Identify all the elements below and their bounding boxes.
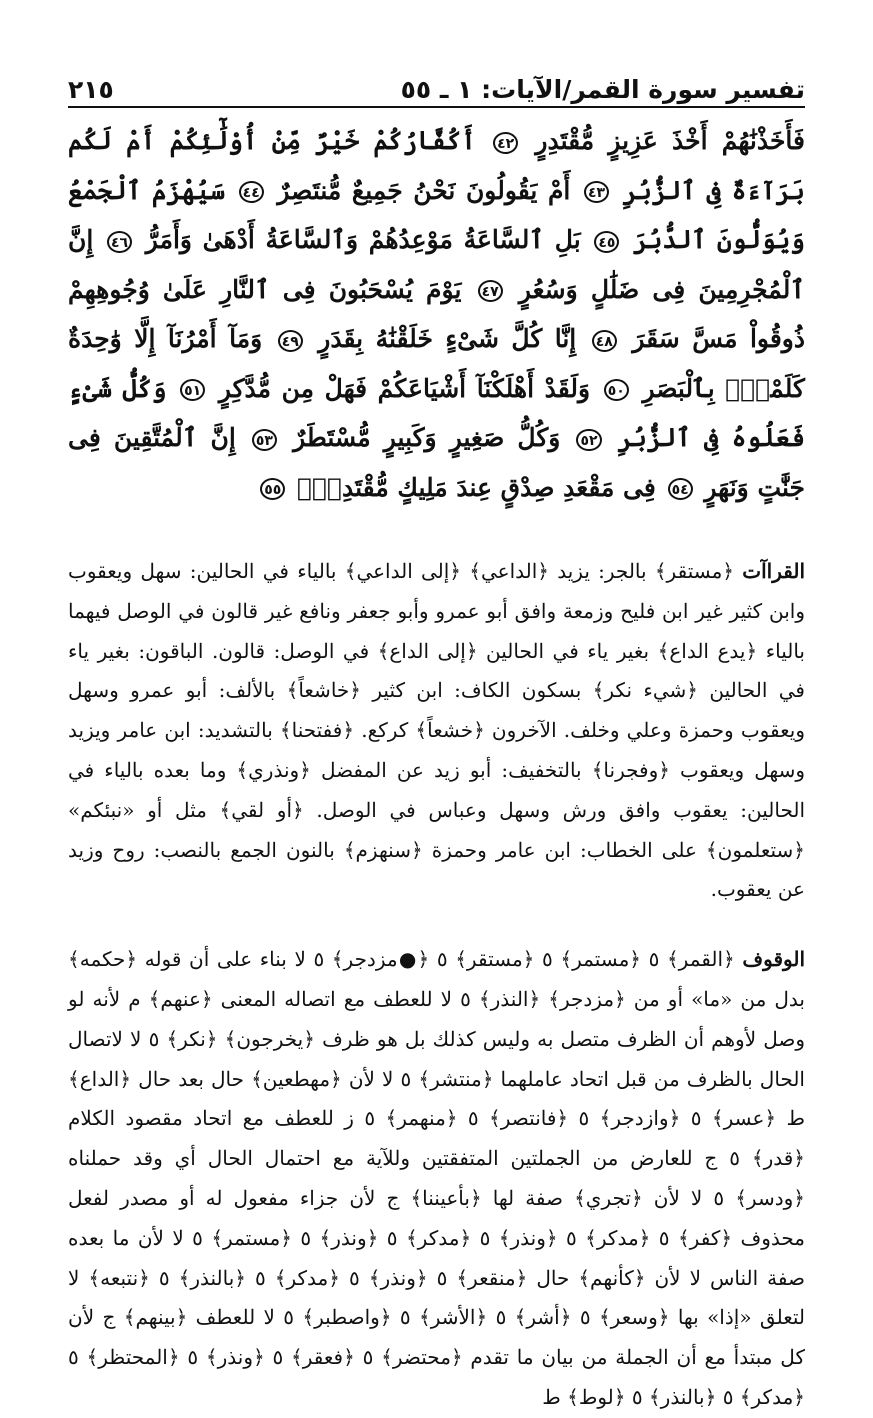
wuquf-section [68, 940, 805, 1418]
ayah-number-marker: ٥١ [180, 379, 205, 401]
qiraat-heading: القراآت [742, 559, 805, 583]
ayah-number-marker: ٤٤ [239, 181, 264, 203]
verse-text: أَكُفَّارُكُمْ خَيْرٌ مِّنْ أُوْلَٰٓئِكُمْ أَمْ لَكُم بَرَآءَةٌ فِى ٱلزُّبُرِ [68, 126, 805, 205]
verse-text: إِنَّا كُلَّ شَىْءٍ خَلَقْنَٰهُ بِقَدَرٍ [318, 324, 577, 353]
ayah-number-marker: ٤٣ [584, 181, 609, 203]
page-number: ٢١٥ [68, 75, 114, 104]
ayah-number-marker: ٤٦ [107, 231, 132, 253]
wuquf-heading: الوقوف [742, 947, 805, 972]
verse-text: إِنَّ ٱلْمُجْرِمِينَ فِى ضَلَٰلٍ وَسُعُرٍ [68, 225, 805, 304]
verse-text: يَوْمَ يُسْحَبُونَ فِى ٱلنَّارِ عَلَىٰ وُجُوهِهِمْ ذُوقُواْ مَسَّ سَقَرَ [68, 274, 805, 353]
verse-text: وَكُلُّ صَغِيرٍ وَكَبِيرٍ مُّسْتَطَرٌ [293, 423, 561, 452]
page-header [68, 70, 805, 108]
verse-text: وَمَآ أَمْرُنَآ إِلَّا وَٰحِدَةٌ كَلَمْحٍۭ بِٱلْبَصَرِ [68, 324, 805, 403]
qiraat-body: ﴿مستقر﴾ بالجر: يزيد ﴿الداعي﴾ ﴿إلى الداعي﴾ بالياء في الحالين: سهل ويعقوب وابن كثير غير ابن فليح وزمعة وافق أبو عمرو وأبو جعفر ونافع غير قالون في الوصل فيهما بالياء ﴿يدع الداع﴾ بغير ياء في الحالين ﴿إلى الداع﴾ في الوصل: قالون. الباقون: بغير ياء في الحالين ﴿شيء نكر﴾ بسكون الكاف: ابن كثير ﴿خاشعاً﴾ بالألف: أبو عمرو وسهل ويعقوب وحمزة وعلي وخلف. الآخرون ﴿خشعاً﴾ كركع. ﴿ففتحنا﴾ بالتشديد: ابن عامر ويزيد وسهل ويعقوب ﴿وفجرنا﴾ بالتخفيف: أبو زيد عن المفضل ﴿ونذري﴾ وما بعده بالياء في الحالين: يعقوب وافق ورش وسهل وعباس في الوصل. ﴿أو لقي﴾ مثل أو «نبئكم» ﴿ستعلمون﴾ على الخطاب: ابن عامر وحمزة ﴿سنهزم﴾ بالنون الجمع بالنصب: روح وزيد عن يعقوب. [68, 559, 805, 902]
ayah-number-marker: ٤٢ [493, 132, 518, 154]
verse-text: إِنَّ ٱلْمُتَّقِينَ فِى جَنَّٰتٍ وَنَهَرٍ [68, 423, 805, 502]
wuquf-body: ﴿القمر﴾ ٥ ﴿مستمر﴾ ٥ ﴿مستقر﴾ ٥ ﴿●مزدجر﴾ ٥ لا بناء على أن قوله ﴿حكمه﴾ بدل من «ما» أو من ﴿مزدجر﴾ ﴿النذر﴾ ٥ لا للعطف مع اتصاله المعنى ﴿عنهم﴾ م لأنه لو وصل لأوهم أن الظرف متصل به وليس كذلك بل هو ظرف ﴿يخرجون﴾ ﴿نكر﴾ ٥ لا لاتصال الحال بالظرف من قبل اتحاد عاملهما ﴿منتشر﴾ ٥ لا لأن ﴿مهطعين﴾ حال بعد حال ﴿الداع﴾ ط ﴿عسر﴾ ٥ ﴿وازدجر﴾ ٥ ﴿فانتصر﴾ ٥ ﴿منهمر﴾ ٥ ز للعطف مع اتحاد مقصود الكلام ﴿قدر﴾ ٥ ج للعارض من الجملتين المتفقتين وللآية مع احتمال الحال أي وقد حملناه ﴿ودسر﴾ ٥ لا لأن ﴿تجري﴾ صفة لها ﴿بأعيننا﴾ ج لأن جزاء مفعول له أو مصدر لفعل محذوف ﴿كفر﴾ ٥ ﴿مدكر﴾ ٥ ﴿ونذر﴾ ٥ ﴿مدكر﴾ ٥ ﴿ونذر﴾ ٥ ﴿مستمر﴾ ٥ لا لأن ما بعده صفة الناس لا لأن ﴿كأنهم﴾ حال ﴿منقعر﴾ ٥ ﴿ونذر﴾ ٥ ﴿مدكر﴾ ٥ ﴿بالنذر﴾ ٥ ﴿نتبعه﴾ لا لتعلق «إذا» بها ﴿وسعر﴾ ٥ ﴿أشر﴾ ٥ ﴿الأشر﴾ ٥ ﴿واصطبر﴾ ٥ لا للعطف ﴿بينهم﴾ ج لأن كل مبتدأ مع أن الجملة من بيان ما تقدم ﴿محتضر﴾ ٥ ﴿فعقر﴾ ٥ ﴿ونذر﴾ ٥ ﴿المحتظر﴾ ٥ ﴿مدكر﴾ ٥ ﴿بالنذر﴾ ٥ ﴿لوط﴾ ط [68, 947, 806, 1409]
ayah-number-marker: ٤٥ [594, 231, 619, 253]
ayah-number-marker: ٥٣ [252, 429, 277, 451]
ayah-number-marker: ٤٨ [592, 330, 617, 352]
verse-text: فِى مَقْعَدِ صِدْقٍ عِندَ مَلِيكٍ مُّقْتَدِرٍۭ [297, 472, 656, 502]
verse-text: سَيُهْزَمُ ٱلْجَمْعُ وَيُوَلُّونَ ٱلدُّبُرَ [68, 175, 805, 254]
ayah-number-marker: ٥٥ [260, 478, 285, 500]
qiraat-section [68, 552, 805, 910]
verse-text: فَأَخَذْنَٰهُمْ أَخْذَ عَزِيزٍ مُّقْتَدِرٍ [535, 126, 805, 155]
verse-text: بَلِ ٱلسَّاعَةُ مَوْعِدُهُمْ وَٱلسَّاعَةُ أَدْهَىٰ وَأَمَرُّ [145, 225, 581, 254]
running-title: تفسير سورة القمر/الآيات: ١ ـ ٥٥ [400, 75, 805, 104]
verse-text: وَكُلُّ شَىْءٍ فَعَلُوهُ فِى ٱلزُّبُرِ [68, 373, 805, 452]
verse-text: وَلَقَدْ أَهْلَكْنَآ أَشْيَاعَكُمْ فَهَلْ مِن مُّدَّكِرٍ [218, 373, 591, 403]
verse-text: أَمْ يَقُولُونَ نَحْنُ جَمِيعٌ مُّنتَصِرٌ [277, 175, 571, 205]
ayah-number-marker: ٤٧ [478, 280, 503, 302]
ayah-number-marker: ٤٩ [278, 330, 303, 352]
ayah-number-marker: ٥٠ [604, 379, 629, 401]
ayah-number-marker: ٥٢ [576, 429, 601, 451]
ayah-number-marker: ٥٤ [668, 478, 693, 500]
quran-verses-block [68, 116, 805, 512]
